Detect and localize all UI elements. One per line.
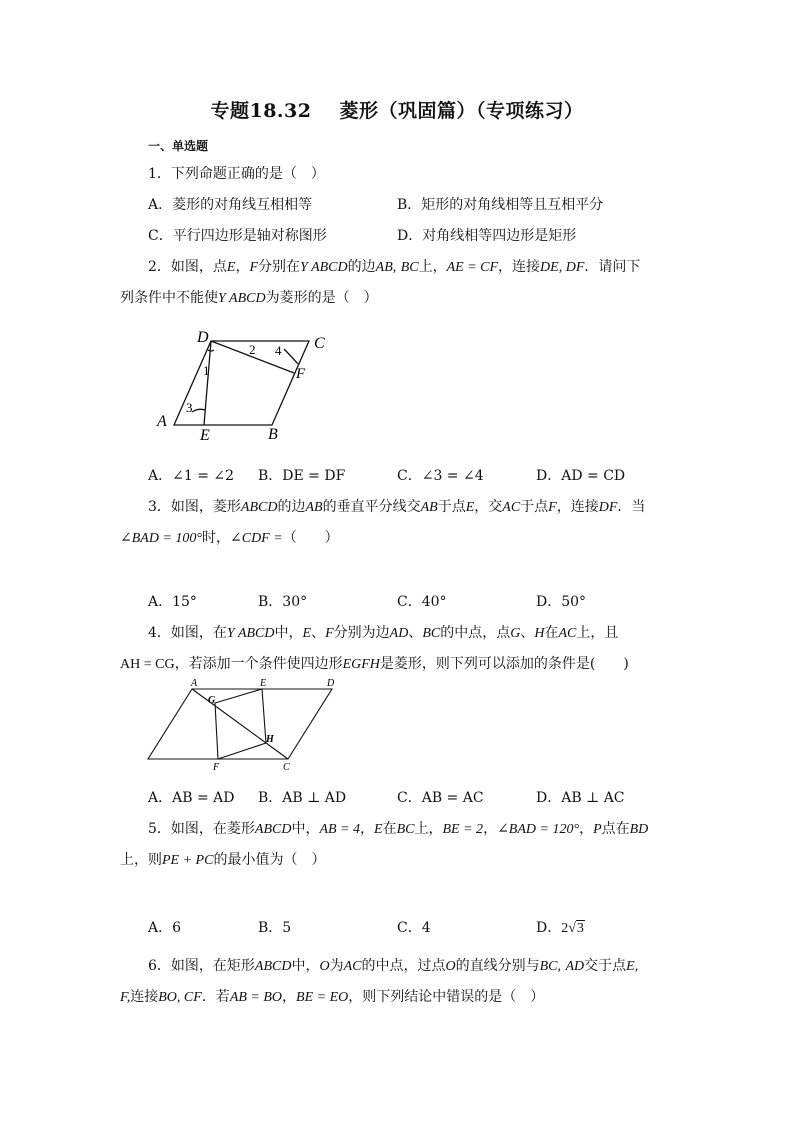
q3-option-b: B．30° xyxy=(258,594,308,610)
q5-text: 上，则 xyxy=(120,852,162,868)
question-3-stem-line-2 xyxy=(120,527,339,547)
q2-label-b: B xyxy=(268,426,278,443)
q4-eq-ah-cg: AH = CG xyxy=(120,657,175,672)
q3-angle-cdf: ∠CDF = xyxy=(230,531,283,546)
q5-var-p: P xyxy=(593,822,602,837)
q5-text: ， xyxy=(483,821,498,837)
q2-angle-1: 1 xyxy=(203,363,210,378)
q4-text: 上，且 xyxy=(576,625,619,641)
q6-var-o: O xyxy=(319,959,330,974)
q3-var-ac: AC xyxy=(502,500,521,515)
q4-label-e: E xyxy=(260,678,267,689)
q2-var-e: E xyxy=(226,260,236,275)
q3-text: （ ） xyxy=(282,530,339,546)
q6-text: 交于点 xyxy=(584,958,627,974)
q5-option-b: B．5 xyxy=(258,920,292,936)
q4-text: 、 xyxy=(520,625,535,641)
q6-text: 6．如图，在矩形 xyxy=(148,958,255,974)
title-topic-number: 专题18.32 xyxy=(210,100,312,122)
q2-angle-arc-1 xyxy=(208,350,214,351)
q2-option-d: D．AD = CD xyxy=(536,468,626,484)
q2-label-a: A xyxy=(157,413,167,430)
q6-text: 的中点，过点 xyxy=(361,958,446,974)
q4-text: 中， xyxy=(274,625,303,641)
q2-text: 为菱形的是（ ） xyxy=(265,290,378,306)
q4-parallelogram-abcd: Y ABCD xyxy=(226,626,275,641)
q5-text: 点在 xyxy=(601,821,630,837)
q5-option-a: A．6 xyxy=(148,920,182,936)
q5-eq-ab: AB = 4 xyxy=(319,822,361,837)
question-6-stem-line-1 xyxy=(148,955,638,975)
q2-text: 分别在 xyxy=(258,259,301,275)
sqrt-icon: √ xyxy=(568,921,576,936)
q2-text: ．请问下 xyxy=(584,259,641,275)
q2-label-d: D xyxy=(197,329,209,346)
q5-option-d-radicand: 3 xyxy=(576,921,584,936)
q5-text: ， xyxy=(579,821,594,837)
question-4-stem-line-2 xyxy=(120,653,629,673)
q3-option-d: D．50° xyxy=(536,594,587,610)
q5-var-abcd: ABCD xyxy=(254,822,292,837)
q2-var-f: F xyxy=(249,260,259,275)
q5-option-d xyxy=(536,917,585,937)
q3-option-a: A．15° xyxy=(148,594,197,610)
q2-text: 2．如图，点 xyxy=(148,259,227,275)
q3-text: 3．如图，菱形 xyxy=(148,499,241,515)
question-6-stem-line-2 xyxy=(120,986,544,1006)
q3-var-df: DF xyxy=(598,500,618,515)
q6-text: ，则下列结论中错误的是（ ） xyxy=(348,989,545,1005)
q5-text: 5．如图，在菱形 xyxy=(148,821,255,837)
q2-label-f: F xyxy=(296,366,306,382)
q4-label-f: F xyxy=(213,762,220,773)
q2-var-ab: AB, xyxy=(375,260,397,275)
q4-var-f: F xyxy=(325,626,334,641)
q4-text: 、 xyxy=(408,625,423,641)
q6-eq-ab-bo: AB = BO xyxy=(229,990,283,1005)
q2-text: 的边 xyxy=(347,259,376,275)
q5-expr-pe-pc: PE + PC xyxy=(162,853,214,868)
q4-var-g: G xyxy=(510,626,521,641)
q4-text: 的中点，点 xyxy=(440,625,511,641)
q6-text: 连接 xyxy=(130,989,159,1005)
q2-option-c: C．∠3 = ∠4 xyxy=(397,468,484,484)
q6-var-f: F, xyxy=(120,990,131,1005)
q6-var-abcd: ABCD xyxy=(254,959,292,974)
q6-eq-be-eo: BE = EO xyxy=(296,990,349,1005)
q3-text: 的边 xyxy=(277,499,306,515)
q5-var-bd: BD xyxy=(629,822,649,837)
q5-text: 的最小值为（ ） xyxy=(213,852,326,868)
q4-var-e: E xyxy=(302,626,312,641)
q3-text: ．当 xyxy=(617,499,646,515)
q6-var-ad: AD xyxy=(565,959,585,974)
q4-text: 是菱形，则下列可以添加的条件是( ) xyxy=(379,656,629,672)
q3-text: 时， xyxy=(202,530,230,546)
q5-var-e: E xyxy=(374,822,383,837)
q5-option-d-label: D． xyxy=(536,920,562,936)
q6-text: 为 xyxy=(329,958,344,974)
q4-label-g: G xyxy=(208,695,216,706)
q6-text: ．若 xyxy=(201,989,230,1005)
q2-figure xyxy=(148,322,348,447)
q2-var-de-df: DE, DF xyxy=(540,260,585,275)
q5-text: 中， xyxy=(291,821,320,837)
question-1-stem: 1．下列命题正确的是（ ） xyxy=(148,166,325,182)
question-5-stem-line-1 xyxy=(148,818,648,838)
q4-text: 、 xyxy=(311,625,326,641)
q1-option-d: D．对角线相等四边形是矩形 xyxy=(397,228,577,244)
q4-text: 在 xyxy=(544,625,559,641)
question-2-stem-line-1 xyxy=(148,256,640,276)
q6-var-ac: AC xyxy=(343,959,362,974)
q5-text: ， xyxy=(360,821,375,837)
q4-var-bc: BC xyxy=(422,626,441,641)
q6-text: 中， xyxy=(291,958,320,974)
q3-angle-bad: ∠BAD = 100° xyxy=(120,531,202,546)
q4-var-ac: AC xyxy=(558,626,577,641)
q2-angle-arc-3 xyxy=(192,409,205,412)
q2-label-c: C xyxy=(314,335,325,352)
q6-var-e: E, xyxy=(626,959,639,974)
q4-label-c: C xyxy=(283,762,290,773)
q4-var-h: H xyxy=(534,626,545,641)
q4-label-h: H xyxy=(266,734,274,745)
q2-parallelogram-abcd: Y ABCD xyxy=(218,291,266,306)
q3-var-ab: AB xyxy=(420,500,438,515)
q2-text: 上， xyxy=(418,259,447,275)
q2-text: ， xyxy=(235,259,250,275)
q6-var-bo-cf: BO, CF xyxy=(158,990,202,1005)
q3-option-c: C．40° xyxy=(397,594,447,610)
q4-option-b: B．AB ⊥ AD xyxy=(258,790,347,806)
q4-label-d: D xyxy=(327,678,335,689)
question-5-stem-line-2 xyxy=(120,849,325,869)
q2-angle-arc-4 xyxy=(284,349,298,364)
q2-angle-4: 4 xyxy=(275,343,282,358)
q3-var-ab: AB xyxy=(305,500,323,515)
q4-diagonal-ac xyxy=(192,689,288,759)
q4-label-a: A xyxy=(191,678,198,689)
q4-text: 4．如图，在 xyxy=(148,625,227,641)
q5-text: 在 xyxy=(382,821,397,837)
q4-text: ，若添加一个条件使四边形 xyxy=(174,656,343,672)
q6-var-bc: BC, xyxy=(539,959,562,974)
q2-parallelogram-abcd: Y ABCD xyxy=(300,260,348,275)
q3-text: 的垂直平分线交 xyxy=(322,499,421,515)
q2-label-e: E xyxy=(200,427,210,444)
q4-var-egfh: EGFH xyxy=(342,657,380,672)
page-title xyxy=(0,96,794,123)
q1-option-c: C．平行四边形是轴对称图形 xyxy=(148,228,327,244)
section-heading: 一、单选题 xyxy=(148,139,209,153)
q3-text: 于点 xyxy=(437,499,466,515)
q6-text: 的直线分别与 xyxy=(455,958,540,974)
q2-angle-2: 2 xyxy=(249,342,256,357)
q4-option-a: A．AB = AD xyxy=(148,790,235,806)
q1-option-a: A．菱形的对角线互相相等 xyxy=(148,197,313,213)
q2-option-b: B．DE = DF xyxy=(258,468,346,484)
q5-option-d-coef: 2 xyxy=(561,921,569,936)
q2-var-bc: BC xyxy=(400,260,419,275)
q4-text: 分别为边 xyxy=(333,625,390,641)
q3-var-abcd: ABCD xyxy=(240,500,278,515)
q4-var-ad: AD xyxy=(389,626,409,641)
title-topic-name: 菱形（巩固篇）（专项练习） xyxy=(339,100,584,122)
q5-option-c: C．4 xyxy=(397,920,431,936)
q2-option-a: A．∠1 = ∠2 xyxy=(148,468,235,484)
q5-text: 上， xyxy=(414,821,443,837)
q4-figure xyxy=(140,677,350,777)
q3-var-e: E xyxy=(465,500,475,515)
q5-eq-be: BE = 2 xyxy=(442,822,484,837)
q3-text: 于点 xyxy=(520,499,549,515)
q3-text: ，连接 xyxy=(556,499,599,515)
question-2-stem-line-2 xyxy=(120,287,378,307)
q2-eq-ae-cf: AE = CF xyxy=(446,260,499,275)
q2-angle-3: 3 xyxy=(186,400,193,415)
q5-var-bc: BC xyxy=(396,822,415,837)
q1-option-b: B．矩形的对角线相等且互相平分 xyxy=(397,197,604,213)
q2-text: ，连接 xyxy=(498,259,541,275)
q4-option-c: C．AB = AC xyxy=(397,790,484,806)
q6-text: ， xyxy=(282,989,297,1005)
q4-option-d: D．AB ⊥ AC xyxy=(536,790,625,806)
q5-angle-bad: ∠BAD = 120° xyxy=(497,822,580,837)
question-3-stem-line-1 xyxy=(148,496,645,516)
q2-text: 列条件中不能使 xyxy=(120,290,218,306)
q6-var-o: O xyxy=(445,959,456,974)
q3-var-f: F xyxy=(548,500,557,515)
q3-text: ，交 xyxy=(474,499,503,515)
question-4-stem-line-1 xyxy=(148,622,618,642)
